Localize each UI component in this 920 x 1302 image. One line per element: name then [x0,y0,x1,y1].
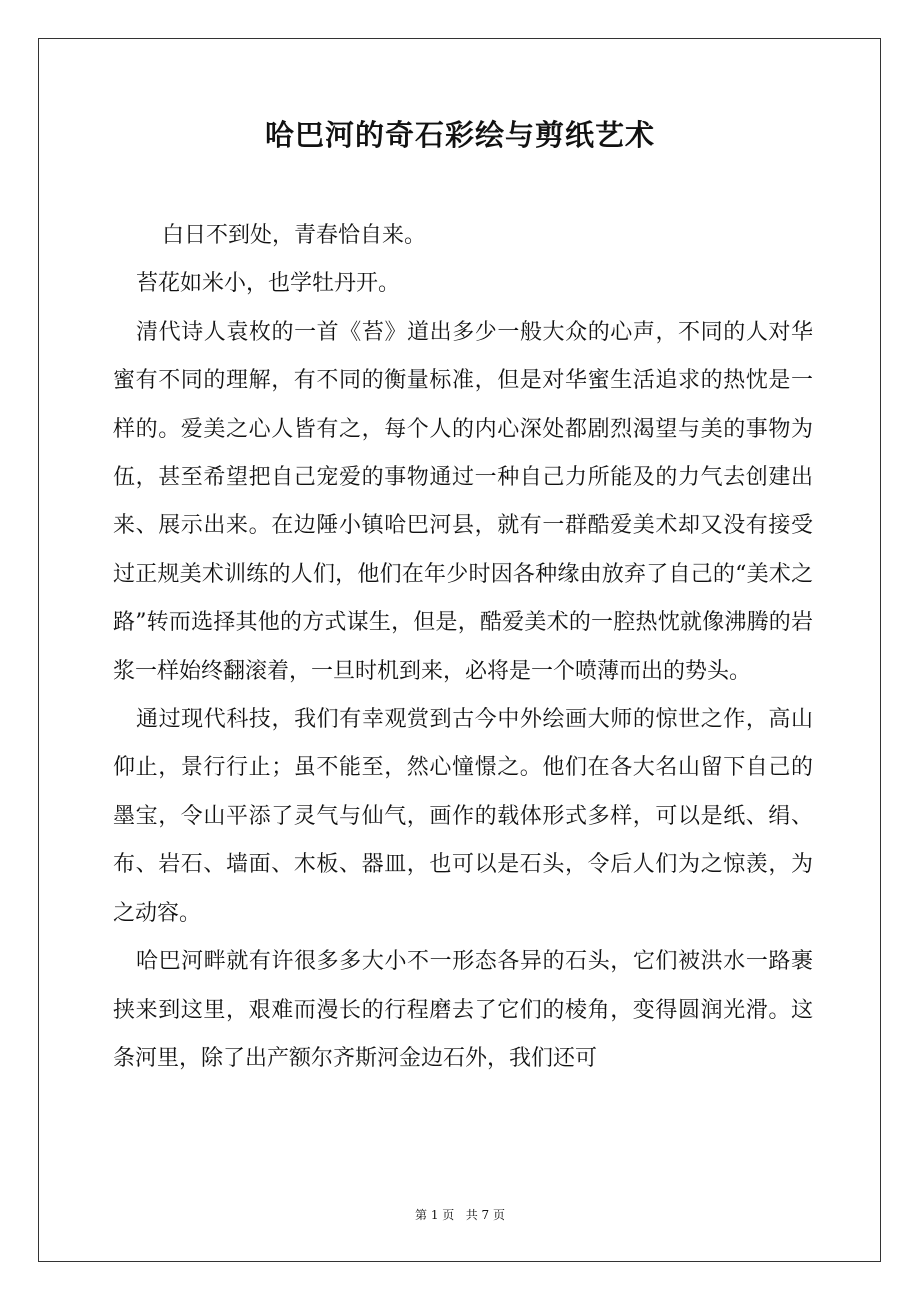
document-body [113,212,813,1083]
page-number: 第 1 页 [415,1208,455,1222]
document-title: 哈巴河的奇石彩绘与剪纸艺术 [264,118,655,152]
paragraph-painting-masters: 通过现代科技，我们有幸观赏到古今中外绘画大师的惊世之作，高山仰止，景行行止；虽不能至，然心憧憬之。他们在各大名山留下自己的墨宝，令山平添了灵气与仙气，画作的载体形式多样，可以是纸、绢、布、岩石、墙面、木板、器皿，也可以是石头，令后人们为之惊羡，为之动容。 [113,707,813,926]
paragraph-poem-line-1: 白日不到处，青春恰自来。 [162,223,427,248]
page-total: 共 7 页 [465,1208,505,1222]
paragraph-haba-river-stones: 哈巴河畔就有许很多多大小不一形态各异的石头，它们被洪水一路裹挟来到这里，艰难而漫长的行程磨去了它们的棱角，变得圆润光滑。这条河里，除了出产额尔齐斯河金边石外，我们还可 [113,949,813,1071]
paragraph-poem-line-2: 苔花如米小，也学牡丹开。 [136,271,401,297]
page-footer [0,1206,920,1224]
paragraph-intro: 清代诗人袁枚的一首《苔》道出多少一般大众的心声，不同的人对华蜜有不同的理解，有不同的衡量标准，但是对华蜜生活追求的热忱是一样的。爱美之心人皆有之，每个人的内心深处都剧烈渴望与美的事物为伍，甚至希望把自己宠爱的事物通过一种自己力所能及的力气去创建出来、展示出来。在边陲小镇哈巴河县，就有一群酷爱美术却又没有接受过正规美术训练的人们，他们在年少时因各种缘由放弃了自己的“美术之路”转而选择其他的方式谋生，但是，酷爱美术的一腔热忱就像沸腾的岩浆一样始终翻滚着，一旦时机到来，必将是一个喷薄而出的势头。 [113,319,813,684]
